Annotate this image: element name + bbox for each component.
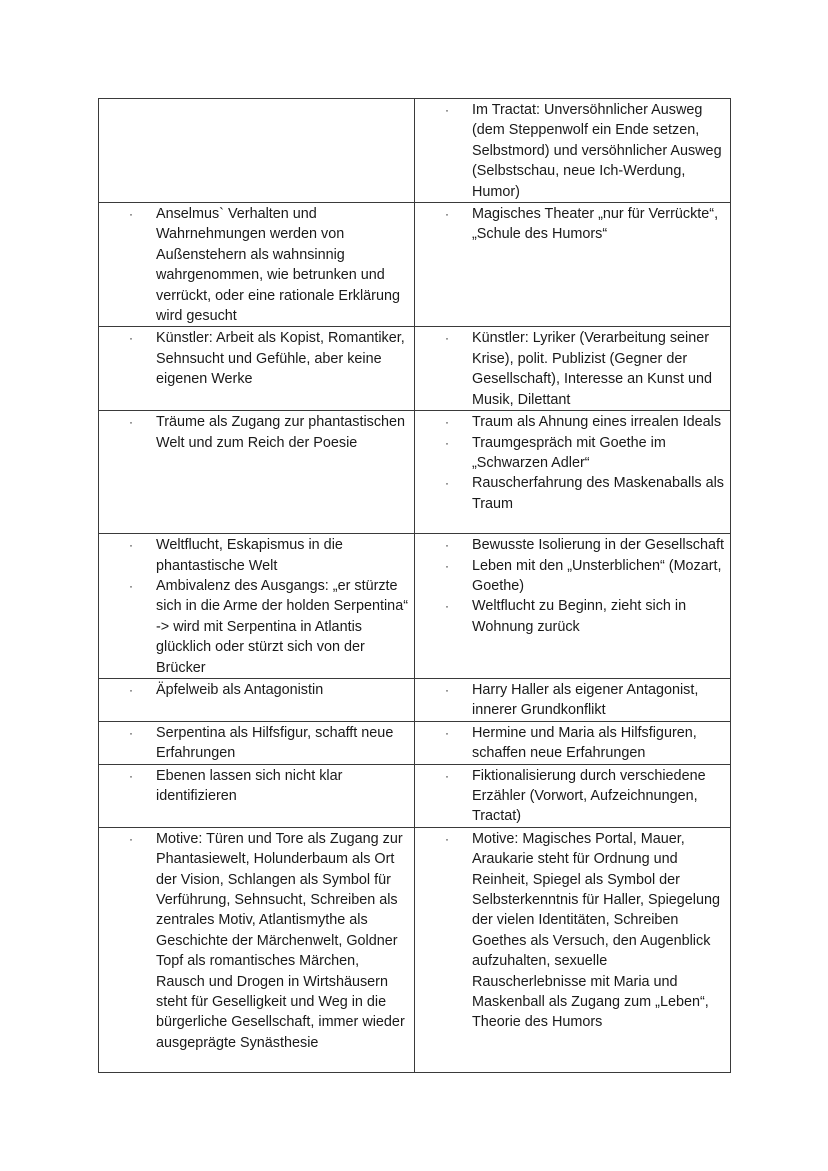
bullet-icon: · bbox=[445, 768, 449, 783]
list-item: · Äpfelweib als Antagonistin bbox=[99, 680, 408, 700]
cell-left bbox=[99, 827, 415, 1072]
bullet-icon: · bbox=[445, 725, 449, 740]
list-item: · Träume als Zugang zur phantastischen Welt und zum Reich der Poesie bbox=[129, 414, 406, 451]
cell-left bbox=[99, 764, 415, 827]
list-item: · Künstler: Arbeit als Kopist, Romantiker, Sehnsucht und Gefühle, aber keine eigenen Werke bbox=[129, 330, 405, 388]
table-row bbox=[99, 327, 731, 411]
bullet-icon: · bbox=[129, 578, 133, 593]
bullet-icon: · bbox=[129, 331, 133, 346]
cell-left bbox=[99, 678, 415, 721]
bullet-icon: · bbox=[445, 331, 449, 346]
cell-right bbox=[415, 827, 731, 1072]
cell-left bbox=[99, 99, 415, 203]
cell-right bbox=[415, 203, 731, 327]
table-row bbox=[99, 764, 731, 827]
list-item: · Weltflucht zu Beginn, zieht sich in Wohnung zurück bbox=[445, 598, 687, 635]
table-row bbox=[99, 534, 731, 679]
table-row bbox=[99, 678, 731, 721]
list-item: · Anselmus` Verhalten und Wahrnehmungen werden von Außenstehern als wahnsinnig wahrgenommen, wie betrunken und verrückt, oder eine rationale Erklärung wird gesucht bbox=[129, 206, 400, 325]
list-item: · Fiktionalisierung durch verschiedene Erzähler (Vorwort, Aufzeichnungen, Tractat) bbox=[445, 767, 706, 825]
bullet-icon: · bbox=[445, 103, 449, 117]
cell-right bbox=[415, 327, 731, 411]
list-item: · Harry Haller als eigener Antagonist, innerer Grundkonflikt bbox=[445, 681, 699, 719]
list-item: · Künstler: Lyriker (Verarbeitung seiner Krise), polit. Publizist (Gegner der Gesellschaft), Interesse an Kunst und Musik, Dilettant bbox=[445, 330, 712, 408]
bullet-icon: · bbox=[445, 831, 449, 846]
cell-right bbox=[415, 721, 731, 764]
list-item: · Motive: Türen und Tore als Zugang zur Phantasiewelt, Holunderbaum als Ort der Vision, Schlangen als Symbol für Verführung, Sehnsucht, Schreiben als zentrales Motiv, Atlantismythe als Geschichte der Märchenwelt, Goldner Topf als romantisches Märchen, Rausch und Drogen in Wirtshäusern steht für Geselligkeit und Weg in die bürgerliche Gesellschaft, immer wieder ausgeprägte Synästhesie bbox=[129, 830, 405, 1051]
bullet-icon: · bbox=[129, 415, 133, 430]
list-item: · Rauscherfahrung des Maskenaballs als Traum bbox=[445, 475, 724, 512]
table-row bbox=[99, 721, 731, 764]
list-item: · Bewusste Isolierung in der Gesellschaft bbox=[415, 535, 724, 555]
cell-right bbox=[415, 411, 731, 534]
cell-left bbox=[99, 327, 415, 411]
bullet-icon: · bbox=[129, 538, 133, 553]
bullet-icon: · bbox=[445, 538, 449, 553]
bullet-icon: · bbox=[129, 682, 133, 697]
table-row bbox=[99, 203, 731, 327]
cell-right bbox=[415, 534, 731, 679]
list-item: · Traumgespräch mit Goethe im „Schwarzen Adler“ bbox=[445, 434, 666, 471]
bullet-icon: · bbox=[445, 435, 449, 450]
cell-left bbox=[99, 411, 415, 534]
list-item: · Leben mit den „Unsterblichen“ (Mozart, Goethe) bbox=[445, 557, 722, 594]
bullet-icon: · bbox=[129, 725, 133, 740]
cell-left bbox=[99, 721, 415, 764]
bullet-icon: · bbox=[445, 558, 449, 573]
bullet-icon: · bbox=[445, 682, 449, 697]
bullet-icon: · bbox=[445, 415, 449, 430]
cell-right bbox=[415, 678, 731, 721]
cell-left bbox=[99, 534, 415, 679]
bullet-icon: · bbox=[129, 768, 133, 783]
list-item: · Ambivalenz des Ausgangs: „er stürzte sich in die Arme der holden Serpentina“ -> wird mit Serpentina in Atlantis glücklich oder stürzt sich von der Brücker bbox=[129, 577, 408, 676]
bullet-icon: · bbox=[445, 599, 449, 614]
comparison-table bbox=[98, 98, 731, 1073]
table-row bbox=[99, 411, 731, 534]
bullet-icon: · bbox=[445, 207, 449, 222]
bullet-icon: · bbox=[129, 831, 133, 846]
list-item: · Ebenen lassen sich nicht klar identifizieren bbox=[129, 767, 343, 804]
list-item: · Magisches Theater „nur für Verrückte“, „Schule des Humors“ bbox=[445, 206, 719, 243]
cell-left bbox=[99, 203, 415, 327]
cell-right bbox=[415, 764, 731, 827]
list-item: · Serpentina als Hilfsfigur, schafft neue Erfahrungen bbox=[129, 724, 394, 762]
list-item: · Weltflucht, Eskapismus in die phantastische Welt bbox=[129, 537, 343, 574]
list-item: · Hermine und Maria als Hilfsfiguren, schaffen neue Erfahrungen bbox=[445, 724, 697, 762]
bullet-icon: · bbox=[445, 476, 449, 491]
bullet-icon: · bbox=[129, 207, 133, 222]
list-item: · Traum als Ahnung eines irrealen Ideals bbox=[415, 412, 724, 432]
cell-right bbox=[415, 99, 731, 203]
table-row bbox=[99, 99, 731, 203]
table-row bbox=[99, 827, 731, 1072]
list-item: · Motive: Magisches Portal, Mauer, Araukarie steht für Ordnung und Reinheit, Spiegel als Symbol der Selbsterkenntnis für Haller, Spiegelung der vielen Identitäten, Schreiben Goethes als Versuch, den Augenblick aufzuhalten, sexuelle Rauscherlebnisse mit Maria und Maskenball als Zugang zum „Leben“, Theorie des Humors bbox=[445, 830, 720, 1031]
list-item: · Im Tractat: Unversöhnlicher Ausweg (dem Steppenwolf ein Ende setzen, Selbstmord) und versöhnlicher Ausweg (Selbstschau, neue Ich-Werdung, Humor) bbox=[445, 102, 722, 200]
